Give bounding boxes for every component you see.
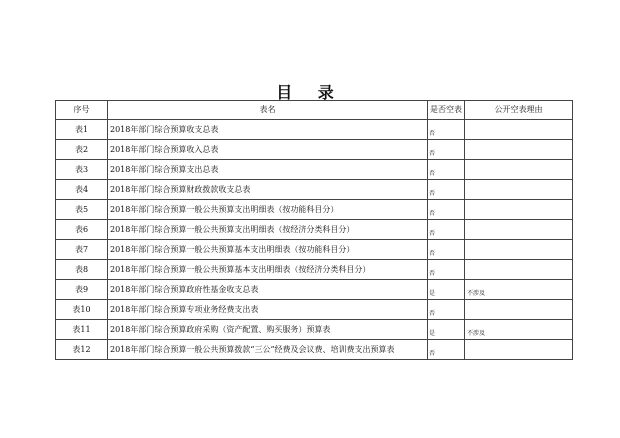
row-reason (465, 240, 573, 260)
row-empty: 否 (428, 140, 465, 160)
table-row (56, 220, 573, 240)
row-empty: 否 (428, 300, 465, 320)
row-no: 表1 (56, 120, 108, 140)
table-row (56, 260, 573, 280)
row-name: 2018年部门综合预算政府采购（资产配置、购买服务）预算表 (108, 320, 428, 340)
row-name: 2018年部门综合预算收支总表 (108, 120, 428, 140)
row-no: 表2 (56, 140, 108, 160)
header-name: 表名 (108, 101, 428, 120)
row-name: 2018年部门综合预算财政拨款收支总表 (108, 180, 428, 200)
row-no: 表5 (56, 200, 108, 220)
row-reason (465, 260, 573, 280)
row-no: 表11 (56, 320, 108, 340)
row-name: 2018年部门综合预算收入总表 (108, 140, 428, 160)
row-reason (465, 340, 573, 360)
row-name: 2018年部门综合预算政府性基金收支总表 (108, 280, 428, 300)
row-no: 表8 (56, 260, 108, 280)
row-reason (465, 220, 573, 240)
row-empty: 否 (428, 160, 465, 180)
row-reason (465, 120, 573, 140)
row-reason: 不涉及 (465, 320, 573, 340)
row-no: 表3 (56, 160, 108, 180)
row-name: 2018年部门综合预算专项业务经费支出表 (108, 300, 428, 320)
row-empty: 否 (428, 240, 465, 260)
table-row (56, 200, 573, 220)
table-row (56, 120, 573, 140)
table-row (56, 180, 573, 200)
row-no: 表12 (56, 340, 108, 360)
row-reason (465, 140, 573, 160)
row-name: 2018年部门综合预算一般公共预算基本支出明细表（按功能科目分） (108, 240, 428, 260)
row-name: 2018年部门综合预算一般公共预算基本支出明细表（按经济分类科目分） (108, 260, 428, 280)
row-reason: 不涉及 (465, 280, 573, 300)
row-name: 2018年部门综合预算一般公共预算支出明细表（按经济分类科目分） (108, 220, 428, 240)
row-name: 2018年部门综合预算一般公共预算支出明细表（按功能科目分） (108, 200, 428, 220)
row-no: 表6 (56, 220, 108, 240)
row-name: 2018年部门综合预算一般公共预算拨款“三公”经费及会议费、培训费支出预算表 (108, 340, 428, 360)
row-reason (465, 300, 573, 320)
row-empty: 否 (428, 120, 465, 140)
row-empty: 否 (428, 340, 465, 360)
row-no: 表7 (56, 240, 108, 260)
header-reason: 公开空表理由 (465, 101, 573, 120)
table-row (56, 320, 573, 340)
row-empty: 是 (428, 280, 465, 300)
row-empty: 否 (428, 180, 465, 200)
row-reason (465, 160, 573, 180)
row-empty: 是 (428, 320, 465, 340)
table-row (56, 240, 573, 260)
table-row (56, 300, 573, 320)
row-empty: 否 (428, 200, 465, 220)
row-no: 表9 (56, 280, 108, 300)
header-no: 序号 (56, 101, 108, 120)
table-row (56, 340, 573, 360)
page-title: 目 录 (276, 83, 344, 102)
table-header-row (56, 101, 573, 120)
table-row (56, 280, 573, 300)
row-name: 2018年部门综合预算支出总表 (108, 160, 428, 180)
row-empty: 否 (428, 220, 465, 240)
header-empty: 是否空表 (428, 101, 465, 120)
table-row (56, 140, 573, 160)
row-no: 表10 (56, 300, 108, 320)
row-reason (465, 200, 573, 220)
row-no: 表4 (56, 180, 108, 200)
row-empty: 否 (428, 260, 465, 280)
table-row (56, 160, 573, 180)
contents-table (55, 100, 573, 360)
row-reason (465, 180, 573, 200)
